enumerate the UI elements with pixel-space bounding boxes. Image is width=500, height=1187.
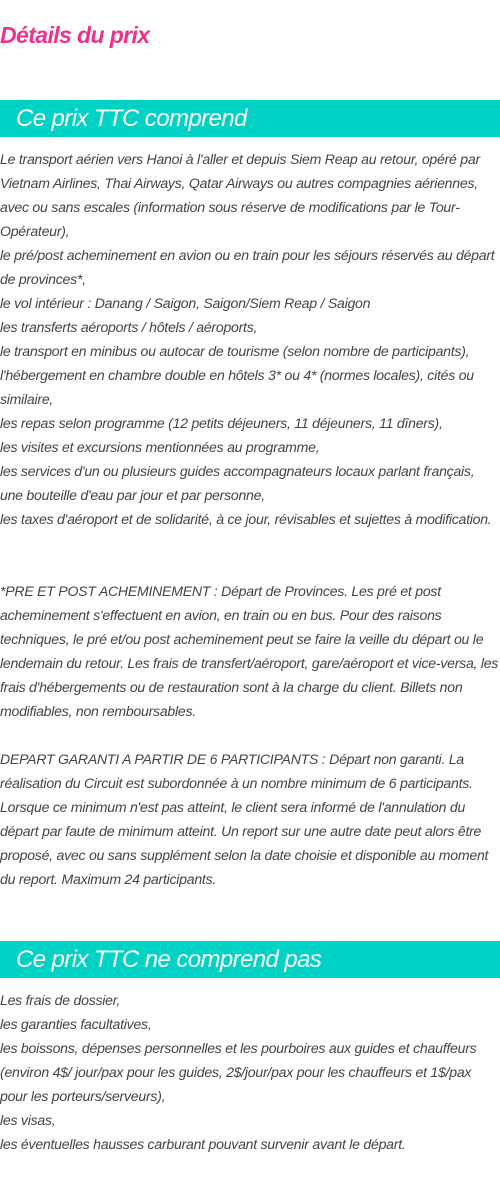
- includes-line: les repas selon programme (12 petits déjeuners, 11 déjeuners, 11 dîners),: [0, 415, 443, 431]
- includes-line: les taxes d'aéroport et de solidarité, à ce jour, révisables et sujettes à modification.: [0, 511, 492, 527]
- pre-post-note-text: *PRE ET POST ACHEMINEMENT : Départ de Provinces. Les pré et post acheminement s'effectuent en avion, en train ou en bus. Pour des raisons techniques, le pré et/ou post acheminement peut se faire la veille du départ ou le lendemain du retour. Les frais de transfert/aéroport, gare/aéroport et vice-versa, les frais d'hébergements ou de restauration sont à la charge du client. Billets non modifiables, non remboursables.: [0, 583, 499, 719]
- includes-line: une bouteille d'eau par jour et par personne,: [0, 487, 265, 503]
- includes-line: l'hébergement en chambre double en hôtels 3* ou 4* (normes locales), cités ou similaire,: [0, 367, 474, 407]
- includes-line: le transport en minibus ou autocar de tourisme (selon nombre de participants),: [0, 343, 470, 359]
- includes-line: le vol intérieur : Danang / Saigon, Saigon/Siem Reap / Saigon: [0, 295, 371, 311]
- excludes-line: Les frais de dossier,: [0, 992, 121, 1008]
- excludes-line: les éventuelles hausses carburant pouvant survenir avant le départ.: [0, 1136, 406, 1152]
- excludes-heading: Ce prix TTC ne comprend pas: [16, 946, 322, 973]
- excludes-line: les boissons, dépenses personnelles et les pourboires aux guides et chauffeurs (environ 4$/ jour/pax pour les guides, 2$/jour/pax pour les chauffeurs et 1$/pax pour les porteurs/serveurs),: [0, 1040, 477, 1104]
- includes-body: [0, 147, 500, 531]
- includes-heading: Ce prix TTC comprend: [16, 105, 247, 132]
- pre-post-note: [0, 579, 500, 723]
- includes-line: les services d'un ou plusieurs guides accompagnateurs locaux parlant français,: [0, 463, 475, 479]
- includes-line: les visites et excursions mentionnées au programme,: [0, 439, 320, 455]
- departure-note: [0, 747, 500, 891]
- excludes-line: les garanties facultatives,: [0, 1016, 152, 1032]
- includes-line: les transferts aéroports / hôtels / aéroports,: [0, 319, 258, 335]
- includes-line: le pré/post acheminement en avion ou en train pour les séjours réservés au départ de provinces*,: [0, 247, 495, 287]
- departure-note-text: DEPART GARANTI A PARTIR DE 6 PARTICIPANTS : Départ non garanti. La réalisation du Circuit est subordonnée à un nombre minimum de 6 participants. Lorsque ce minimum n'est pas atteint, le client sera informé de l'annulation du départ par faute de minimum atteint. Un report sur une autre date peut alors être proposé, avec ou sans supplément selon la date choisie et disponible au moment du report. Maximum 24 participants.: [0, 751, 489, 887]
- excludes-line: les visas,: [0, 1112, 56, 1128]
- includes-banner: [0, 100, 500, 137]
- includes-line: Le transport aérien vers Hanoi à l'aller et depuis Siem Reap au retour, opéré par Vietnam Airlines, Thai Airways, Qatar Airways ou autres compagnies aériennes, avec ou sans escales (information sous réserve de modifications par le Tour-Opérateur),: [0, 151, 480, 239]
- excludes-body: [0, 988, 500, 1156]
- page-title: Détails du prix: [0, 22, 150, 48]
- excludes-banner: [0, 941, 500, 978]
